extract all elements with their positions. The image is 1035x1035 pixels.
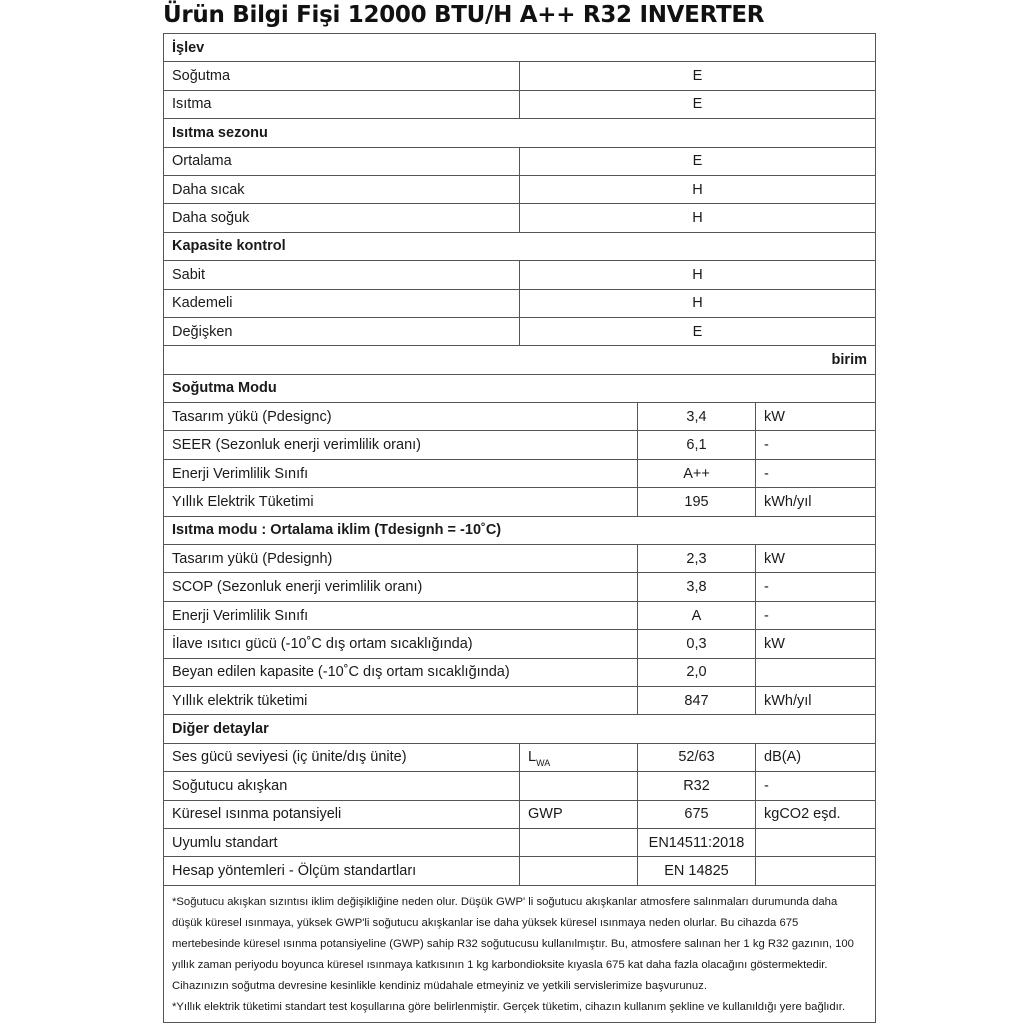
- empty-cell: [520, 857, 638, 885]
- row-value: 675: [638, 800, 756, 828]
- section-header-row: [164, 34, 876, 62]
- row-unit: kgCO2 eşd.: [756, 800, 876, 828]
- row-label: Değişken: [164, 317, 520, 345]
- row-unit: dB(A): [756, 743, 876, 771]
- table-row: [164, 403, 876, 431]
- table-row: [164, 261, 876, 289]
- table-row: [164, 630, 876, 658]
- row-unit: kW: [756, 630, 876, 658]
- unit-column-header: birim: [164, 346, 876, 374]
- empty-cell: [756, 857, 876, 885]
- table-row: [164, 573, 876, 601]
- row-label: Soğutucu akışkan: [164, 772, 520, 800]
- row-value: E: [520, 90, 876, 118]
- row-label: Tasarım yükü (Pdesignh): [164, 545, 638, 573]
- row-value: H: [520, 261, 876, 289]
- row-label: Tasarım yükü (Pdesignc): [164, 403, 638, 431]
- row-unit: -: [756, 601, 876, 629]
- row-unit: kW: [756, 403, 876, 431]
- row-unit: kWh/yıl: [756, 686, 876, 714]
- notes-row: [164, 885, 876, 1022]
- section-header-row: [164, 374, 876, 402]
- row-unit: kWh/yıl: [756, 488, 876, 516]
- table-row: [164, 601, 876, 629]
- row-label: İlave ısıtıcı gücü (-10˚C dış ortam sıcaklığında): [164, 630, 638, 658]
- row-label: Enerji Verimlilik Sınıfı: [164, 601, 638, 629]
- section-isitma-modu-header: Isıtma modu : Ortalama iklim (Tdesignh = -10˚C): [164, 516, 876, 544]
- row-value: H: [520, 204, 876, 232]
- section-kapasite-header: Kapasite kontrol: [164, 232, 876, 260]
- row-value: 2,3: [638, 545, 756, 573]
- row-symbol: [520, 743, 638, 771]
- table-row: [164, 658, 876, 686]
- table-row: [164, 743, 876, 771]
- row-value: EN 14825: [638, 857, 756, 885]
- row-symbol: [520, 772, 638, 800]
- row-value: E: [520, 317, 876, 345]
- footnote-consumption: *Yıllık elektrik tüketimi standart test koşullarına göre belirlenmiştir. Gerçek tüketim, cihazın kullanım şekline ve kullanıldığı yere bağlıdır.: [172, 1000, 846, 1013]
- row-label: Sabit: [164, 261, 520, 289]
- table-row: [164, 431, 876, 459]
- page-title: Ürün Bilgi Fişi 12000 BTU/H A++ R32 INVERTER: [163, 2, 765, 28]
- row-value: 195: [638, 488, 756, 516]
- row-label: Ortalama: [164, 147, 520, 175]
- section-isitma-sezonu-header: Isıtma sezonu: [164, 119, 876, 147]
- row-label: SCOP (Sezonluk enerji verimlilik oranı): [164, 573, 638, 601]
- table-row: [164, 204, 876, 232]
- row-unit: -: [756, 573, 876, 601]
- row-label: Yıllık elektrik tüketimi: [164, 686, 638, 714]
- row-value: 2,0: [638, 658, 756, 686]
- product-info-table: [163, 33, 876, 1023]
- row-value: R32: [638, 772, 756, 800]
- section-islev-header: İşlev: [164, 34, 876, 62]
- row-label: Isıtma: [164, 90, 520, 118]
- row-value: 847: [638, 686, 756, 714]
- row-label: Daha soğuk: [164, 204, 520, 232]
- section-header-row: [164, 715, 876, 743]
- row-value: H: [520, 175, 876, 203]
- row-unit: -: [756, 459, 876, 487]
- row-label: Soğutma: [164, 62, 520, 90]
- table-row: [164, 147, 876, 175]
- row-symbol: GWP: [520, 800, 638, 828]
- footnotes: [164, 886, 875, 1022]
- row-label: Uyumlu standart: [164, 828, 520, 856]
- section-header-row: [164, 232, 876, 260]
- table-row: [164, 289, 876, 317]
- table-row: [164, 317, 876, 345]
- empty-cell: [520, 828, 638, 856]
- table-row: [164, 62, 876, 90]
- empty-cell: [756, 828, 876, 856]
- row-value: 0,3: [638, 630, 756, 658]
- table-row: [164, 686, 876, 714]
- table-row: [164, 545, 876, 573]
- section-header-row: [164, 516, 876, 544]
- row-label: SEER (Sezonluk enerji verimlilik oranı): [164, 431, 638, 459]
- section-sogutma-modu-header: Soğutma Modu: [164, 374, 876, 402]
- table-row: [164, 857, 876, 885]
- row-value: EN14511:2018: [638, 828, 756, 856]
- row-unit: [756, 658, 876, 686]
- table-row: [164, 488, 876, 516]
- row-value: A++: [638, 459, 756, 487]
- table-row: [164, 459, 876, 487]
- row-value: 3,8: [638, 573, 756, 601]
- section-header-row: [164, 119, 876, 147]
- row-value: E: [520, 147, 876, 175]
- row-value: 3,4: [638, 403, 756, 431]
- row-value: E: [520, 62, 876, 90]
- row-label: Hesap yöntemleri - Ölçüm standartları: [164, 857, 520, 885]
- table-row: [164, 772, 876, 800]
- row-label: Enerji Verimlilik Sınıfı: [164, 459, 638, 487]
- footnote-refrigerant: *Soğutucu akışkan sızıntısı iklim değişikliğine neden olur. Düşük GWP' li soğutucu akışkanlar atmosfere salınmaları durumunda daha düşük küresel ısınmaya, yüksek GWP'li soğutucu akışkanlar ise daha yüksek küresel ısınmaya neden olurlar. Bu cihazda 675 mertebesinde küresel ısınma potansiyeline (GWP) sahip R32 soğutucusu kullanılmıştır. Bu, atmosfere salınan her 1 kg R32 gazının, 100 yıllık zaman periyodu boyunca küresel ısınmaya katkısının 1 kg karbondioksite kıyasla 675 kat daha fazla olacağını göstermektedir. Cihazınızın soğutma devresine kesinlikle kendiniz müdahale etmeyiniz ve yetkili servislerimize başvurunuz.: [172, 895, 854, 992]
- row-label: Daha sıcak: [164, 175, 520, 203]
- table-row: [164, 175, 876, 203]
- row-unit: -: [756, 772, 876, 800]
- row-unit: kW: [756, 545, 876, 573]
- row-value: A: [638, 601, 756, 629]
- row-value: H: [520, 289, 876, 317]
- row-label: Küresel ısınma potansiyeli: [164, 800, 520, 828]
- row-label: Beyan edilen kapasite (-10˚C dış ortam sıcaklığında): [164, 658, 638, 686]
- row-label: Ses gücü seviyesi (iç ünite/dış ünite): [164, 743, 520, 771]
- row-value: 52/63: [638, 743, 756, 771]
- table-row: [164, 90, 876, 118]
- symbol-subscript: WA: [536, 758, 551, 769]
- row-label: Yıllık Elektrik Tüketimi: [164, 488, 638, 516]
- row-unit: -: [756, 431, 876, 459]
- notes-cell: [164, 885, 876, 1022]
- table-row: [164, 800, 876, 828]
- section-diger-header: Diğer detaylar: [164, 715, 876, 743]
- row-label: Kademeli: [164, 289, 520, 317]
- row-value: 6,1: [638, 431, 756, 459]
- symbol-main: L: [528, 749, 537, 766]
- table-row: [164, 828, 876, 856]
- unit-header-row: [164, 346, 876, 374]
